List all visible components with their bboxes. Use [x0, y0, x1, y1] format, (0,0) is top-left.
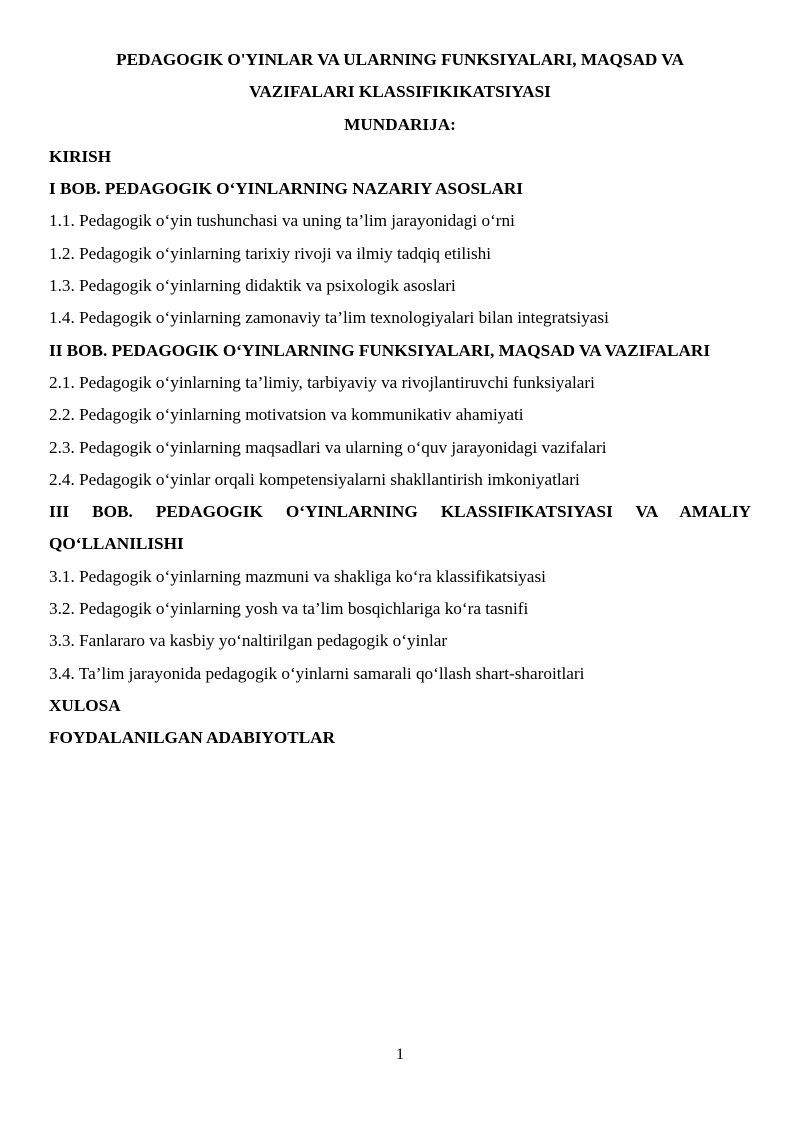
toc-section-3-4: 3.4. Ta’lim jarayonida pedagogik o‘yinlarni samarali qo‘llash shart-sharoitlari	[49, 663, 585, 683]
document-title-line-2: VAZIFALARI KLASSIFIKIKATSIYASI	[249, 82, 551, 102]
toc-section-2-3: 2.3. Pedagogik o‘yinlarning maqsadlari va ularning o‘quv jarayonidagi vazifalari	[49, 437, 607, 457]
toc-chapter-2-title: II BOB. PEDAGOGIK O‘YINLARNING FUNKSIYALARI, MAQSAD VA VAZIFALARI	[49, 340, 711, 360]
toc-section-2-1: 2.1. Pedagogik o‘yinlarning ta’limiy, tarbiyaviy va rivojlantiruvchi funksiyalari	[49, 372, 595, 392]
toc-section-3-1: 3.1. Pedagogik o‘yinlarning mazmuni va shakliga ko‘ra klassifikatsiyasi	[49, 566, 546, 586]
toc-section-1-4: 1.4. Pedagogik o‘yinlarning zamonaviy ta’lim texnologiyalari bilan integratsiyasi	[49, 308, 609, 328]
document-title-line-1: PEDAGOGIK O'YINLAR VA ULARNING FUNKSIYALARI, MAQSAD VA	[116, 50, 684, 69]
toc-chapter-1-title: I BOB. PEDAGOGIK O‘YINLARNING NAZARIY ASOSLARI	[49, 179, 523, 199]
toc-section-2-2: 2.2. Pedagogik o‘yinlarning motivatsion va kommunikativ ahamiyati	[49, 405, 524, 425]
page-number: 1	[396, 1046, 404, 1063]
contents-heading: MUNDARIJA:	[344, 114, 456, 134]
document-page	[49, 44, 751, 755]
toc-chapter-3-title: III BOB. PEDAGOGIK O‘YINLARNING KLASSIFIKATSIYASI VA AMALIY QO‘LLANILISHI	[49, 502, 751, 554]
toc-section-1-3: 1.3. Pedagogik o‘yinlarning didaktik va psixologik asoslari	[49, 276, 456, 296]
toc-section-2-4: 2.4. Pedagogik o‘yinlar orqali kompetensiyalarni shakllantirish imkoniyatlari	[49, 469, 580, 489]
toc-section-1-1: 1.1. Pedagogik o‘yin tushunchasi va uning ta’lim jarayonidagi o‘rni	[49, 211, 515, 231]
toc-conclusion: XULOSA	[49, 695, 121, 715]
toc-intro: KIRISH	[49, 146, 112, 166]
toc-section-3-2: 3.2. Pedagogik o‘yinlarning yosh va ta’lim bosqichlariga ko‘ra tasnifi	[49, 599, 529, 619]
toc-section-1-2: 1.2. Pedagogik o‘yinlarning tarixiy rivoji va ilmiy tadqiq etilishi	[49, 243, 492, 263]
toc-section-3-3: 3.3. Fanlararo va kasbiy yo‘naltirilgan pedagogik o‘yinlar	[49, 631, 448, 651]
toc-references: FOYDALANILGAN ADABIYOTLAR	[49, 728, 336, 748]
